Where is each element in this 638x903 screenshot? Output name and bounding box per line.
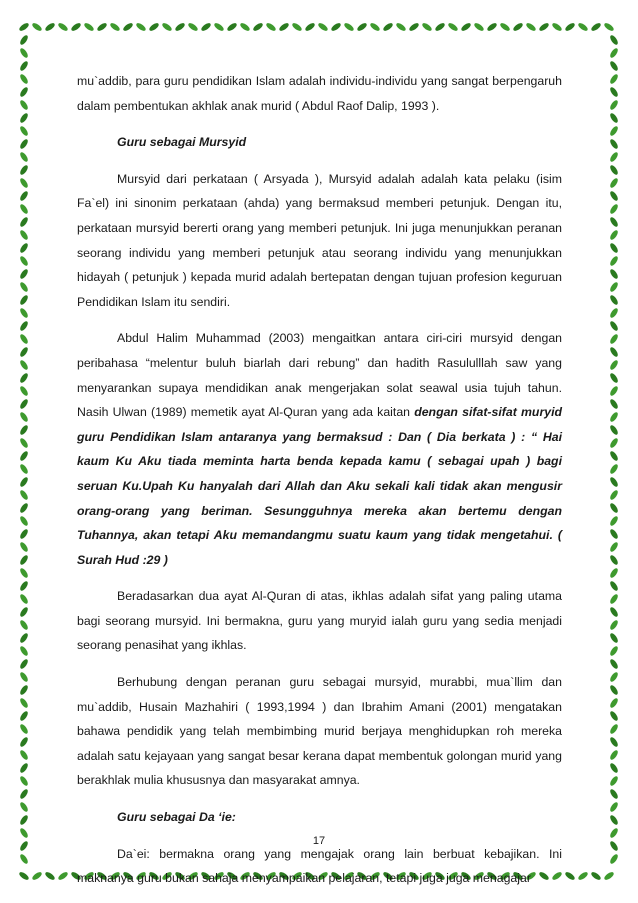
leaf-ornament	[19, 450, 30, 462]
leaf-ornament	[19, 749, 30, 761]
leaf-ornament	[187, 22, 199, 33]
leaf-ornament	[19, 853, 30, 865]
leaf-ornament	[609, 593, 620, 605]
leaf-ornament	[19, 307, 30, 319]
leaf-ornament	[609, 372, 620, 384]
leaf-ornament	[460, 22, 472, 33]
leaf-ornament	[609, 268, 620, 280]
leaf-ornament	[609, 554, 620, 566]
leaf-ornament	[609, 814, 620, 826]
leaf-ornament	[609, 541, 620, 553]
leaf-ornament	[19, 801, 30, 813]
leaf-ornament	[19, 411, 30, 423]
leaf-ornament	[609, 710, 620, 722]
paragraph-2: Mursyid dari perkataan ( Arsyada ), Mursyid adalah adalah kata pelaku (isim Fa`el) ini sinonim perkataan (ahda) yang bermaksud memberi petunjuk. Dengan itu, perkataan mursyid bererti orang yang memberi petunjuk. Ini juga menunjukkan peranan seorang individu yang memberi petunjuk atau seorang individu yang menunjukkan hidayah ( petunjuk ) kepada murid adalah bertepatan dengan tujuan profesion keguruan Pendidikan Islam itu sendiri.	[77, 171, 562, 309]
leaf-ornament	[609, 333, 620, 345]
leaf-ornament	[83, 22, 95, 33]
heading-guru-daie: Guru sebagai Da ‘ie:	[117, 810, 236, 825]
leaf-ornament	[609, 86, 620, 98]
leaf-ornament	[19, 554, 30, 566]
leaf-ornament	[19, 814, 30, 826]
leaf-ornament	[538, 22, 550, 33]
leaf-ornament	[291, 22, 303, 33]
leaf-ornament	[609, 749, 620, 761]
leaf-ornament	[577, 22, 589, 33]
leaf-ornament	[609, 294, 620, 306]
leaf-ornament	[31, 22, 43, 33]
leaf-ornament	[486, 22, 498, 33]
leaf-ornament	[609, 164, 620, 176]
leaf-ornament	[609, 229, 620, 241]
leaf-ornament	[609, 346, 620, 358]
leaf-ornament	[609, 645, 620, 657]
leaf-ornament	[19, 398, 30, 410]
leaf-ornament	[447, 22, 459, 33]
leaf-ornament	[19, 268, 30, 280]
leaf-ornament	[70, 22, 82, 33]
leaf-ornament	[161, 22, 173, 33]
leaf-ornament	[19, 333, 30, 345]
leaf-ornament	[609, 359, 620, 371]
leaf-ornament	[19, 437, 30, 449]
leaf-ornament	[609, 242, 620, 254]
leaf-ornament	[57, 871, 69, 882]
leaf-ornament	[590, 22, 602, 33]
leaf-ornament	[317, 22, 329, 33]
leaf-ornament	[19, 515, 30, 527]
leaf-ornament	[343, 22, 355, 33]
leaf-ornament	[19, 528, 30, 540]
leaf-ornament	[356, 22, 368, 33]
leaf-ornament	[19, 775, 30, 787]
leaf-ornament	[19, 645, 30, 657]
leaf-ornament	[19, 99, 30, 111]
leaf-ornament	[590, 871, 602, 882]
leaf-ornament	[609, 424, 620, 436]
leaf-ornament	[265, 22, 277, 33]
leaf-ornament	[551, 22, 563, 33]
leaf-ornament	[609, 99, 620, 111]
leaf-ornament	[19, 60, 30, 72]
leaf-ornament	[609, 528, 620, 540]
leaf-ornament	[19, 489, 30, 501]
leaf-ornament	[19, 684, 30, 696]
paragraph-1: mu`addib, para guru pendidikan Islam adalah individu-individu yang sangat berpengaruh dalam pembentukan akhlak anak murid ( Abdul Raof Dalip, 1993 ).	[77, 74, 562, 113]
leaf-ornament	[577, 871, 589, 882]
leaf-ornament	[609, 190, 620, 202]
paragraph-4: Beradasarkan dua ayat Al-Quran di atas, ikhlas adalah sifat yang paling utama bagi seorang mursyid. Ini bermakna, guru yang muryid ialah guru yang sedia menjadi seorang penasihat yang ikhlas.	[77, 589, 562, 653]
leaf-ornament	[19, 697, 30, 709]
leaf-ornament	[18, 871, 30, 882]
leaf-ornament	[609, 671, 620, 683]
leaf-ornament	[609, 138, 620, 150]
leaf-ornament	[19, 541, 30, 553]
leaf-ornament	[109, 22, 121, 33]
leaf-ornament	[609, 437, 620, 449]
leaf-ornament	[609, 788, 620, 800]
leaf-ornament	[19, 138, 30, 150]
leaf-ornament	[609, 34, 620, 46]
leaf-ornament	[252, 22, 264, 33]
leaf-ornament	[19, 385, 30, 397]
leaf-ornament	[434, 22, 446, 33]
leaf-ornament	[96, 22, 108, 33]
leaf-ornament	[19, 203, 30, 215]
leaf-ornament	[19, 281, 30, 293]
leaf-ornament	[473, 22, 485, 33]
leaf-ornament	[609, 476, 620, 488]
leaf-ornament	[19, 632, 30, 644]
leaf-ornament	[278, 22, 290, 33]
leaf-ornament	[395, 22, 407, 33]
leaf-ornament	[408, 22, 420, 33]
leaf-ornament	[499, 22, 511, 33]
leaf-ornament	[19, 229, 30, 241]
leaf-ornament	[44, 871, 56, 882]
leaf-ornament	[19, 619, 30, 631]
leaf-ornament	[609, 632, 620, 644]
leaf-ornament	[19, 606, 30, 618]
leaf-ornament	[226, 22, 238, 33]
leaf-ornament	[609, 736, 620, 748]
leaf-ornament	[609, 684, 620, 696]
leaf-ornament	[609, 411, 620, 423]
leaf-ornament	[122, 22, 134, 33]
leaf-ornament	[609, 580, 620, 592]
leaf-ornament	[609, 307, 620, 319]
leaf-ornament	[609, 450, 620, 462]
leaf-ornament	[19, 73, 30, 85]
leaf-ornament	[19, 424, 30, 436]
leaf-ornament	[44, 22, 56, 33]
leaf-ornament	[382, 22, 394, 33]
leaf-ornament	[148, 22, 160, 33]
leaf-ornament	[609, 60, 620, 72]
leaf-ornament	[525, 22, 537, 33]
leaf-ornament	[19, 710, 30, 722]
leaf-ornament	[609, 255, 620, 267]
leaf-ornament	[609, 567, 620, 579]
leaf-ornament	[609, 125, 620, 137]
leaf-ornament	[609, 47, 620, 59]
leaf-ornament	[19, 86, 30, 98]
leaf-ornament	[564, 871, 576, 882]
leaf-ornament	[239, 22, 251, 33]
leaf-ornament	[135, 22, 147, 33]
leaf-ornament	[421, 22, 433, 33]
leaf-ornament	[19, 463, 30, 475]
heading-guru-mursyid: Guru sebagai Mursyid	[117, 135, 247, 150]
leaf-ornament	[512, 22, 524, 33]
paragraph-3-text: Abdul Halim Muhammad (2003) mengaitkan antara ciri-ciri mursyid dengan peribahasa “melentur buluh biarlah dari rebung” dan hadith Rasululllah saw yang menyarankan supaya mendidikan anak mengerjakan solat seawal usia tujuh tahun. Nasih Ulwan (1989) memetik ayat Al-Quran yang ada kaitan	[77, 331, 562, 420]
leaf-ornament	[19, 151, 30, 163]
leaf-ornament	[19, 567, 30, 579]
leaf-ornament	[609, 606, 620, 618]
leaf-ornament	[609, 203, 620, 215]
leaf-ornament	[19, 593, 30, 605]
leaf-ornament	[213, 22, 225, 33]
leaf-ornament	[609, 398, 620, 410]
leaf-ornament	[19, 502, 30, 514]
leaf-ornament	[19, 255, 30, 267]
leaf-ornament	[609, 658, 620, 670]
leaf-ornament	[609, 177, 620, 189]
leaf-ornament	[19, 190, 30, 202]
leaf-ornament	[304, 22, 316, 33]
leaf-ornament	[19, 216, 30, 228]
leaf-ornament	[19, 736, 30, 748]
leaf-ornament	[19, 164, 30, 176]
leaf-ornament	[57, 22, 69, 33]
leaf-ornament	[174, 22, 186, 33]
leaf-ornament	[603, 22, 615, 33]
leaf-ornament	[19, 476, 30, 488]
leaf-ornament	[609, 723, 620, 735]
leaf-ornament	[609, 515, 620, 527]
leaf-ornament	[19, 671, 30, 683]
leaf-ornament	[369, 22, 381, 33]
leaf-ornament	[609, 385, 620, 397]
leaf-ornament	[609, 489, 620, 501]
leaf-ornament	[609, 216, 620, 228]
leaf-ornament	[19, 346, 30, 358]
leaf-ornament	[19, 580, 30, 592]
leaf-ornament	[19, 177, 30, 189]
leaf-ornament	[19, 658, 30, 670]
leaf-ornament	[19, 47, 30, 59]
leaf-ornament	[19, 359, 30, 371]
leaf-ornament	[19, 723, 30, 735]
leaf-ornament	[609, 775, 620, 787]
leaf-ornament	[609, 619, 620, 631]
leaf-ornament	[19, 242, 30, 254]
leaf-ornament	[31, 871, 43, 882]
paragraph-3	[77, 326, 562, 572]
leaf-ornament	[19, 34, 30, 46]
leaf-ornament	[18, 22, 30, 33]
leaf-ornament	[609, 73, 620, 85]
leaf-ornament	[19, 125, 30, 137]
paragraph-6: Da`ei: bermakna orang yang mengajak orang lain berbuat kebajikan. Ini maknanya guru bukan sahaja menyampaikan pelajaran, tetapi juga juga menagajar	[77, 846, 562, 886]
leaf-ornament	[609, 762, 620, 774]
quran-quote: dengan sifat-sifat muryid guru Pendidikan Islam antaranya yang bermaksud : Dan ( Dia berkata ) : “ Hai kaum Ku Aku tiada meminta harta benda kepada kamu ( sebagai upah ) bagi seruan Ku.Upah Ku hanyalah dari Allah dan Aku sekali kali tidak akan mengusir orang-orang yang beriman. Sesungguhnya mereka akan bertemu dengan Tuhannya, akan tetapi Aku memandangmu suatu kaum yang tidak mengetahui. ( Surah Hud :29 )	[77, 405, 562, 567]
leaf-ornament	[19, 112, 30, 124]
leaf-ornament	[19, 320, 30, 332]
leaf-ornament	[609, 697, 620, 709]
document-body	[77, 69, 562, 903]
leaf-ornament	[609, 801, 620, 813]
leaf-ornament	[609, 320, 620, 332]
leaf-ornament	[19, 762, 30, 774]
leaf-ornament	[19, 788, 30, 800]
leaf-ornament	[609, 151, 620, 163]
leaf-ornament	[603, 871, 615, 882]
leaf-ornament	[609, 281, 620, 293]
paragraph-5: Berhubung dengan peranan guru sebagai mursyid, murabbi, mua`llim dan mu`addib, Husain Mazhahiri ( 1993,1994 ) dan Ibrahim Amani (2001) mengatakan bahawa pendidik yang telah membimbing murid berjaya menghidupkan roh mereka adalah satu kejayaan yang sangat besar kerana dapat membentuk golongan murid yang berakhlak mulia khususnya dan masyarakat amnya.	[77, 675, 562, 788]
leaf-ornament	[609, 502, 620, 514]
leaf-ornament	[564, 22, 576, 33]
leaf-ornament	[609, 112, 620, 124]
leaf-ornament	[330, 22, 342, 33]
leaf-ornament	[19, 372, 30, 384]
leaf-ornament	[200, 22, 212, 33]
leaf-ornament	[19, 294, 30, 306]
leaf-ornament	[609, 463, 620, 475]
leaf-ornament	[609, 853, 620, 865]
page-number: 17	[312, 835, 326, 847]
